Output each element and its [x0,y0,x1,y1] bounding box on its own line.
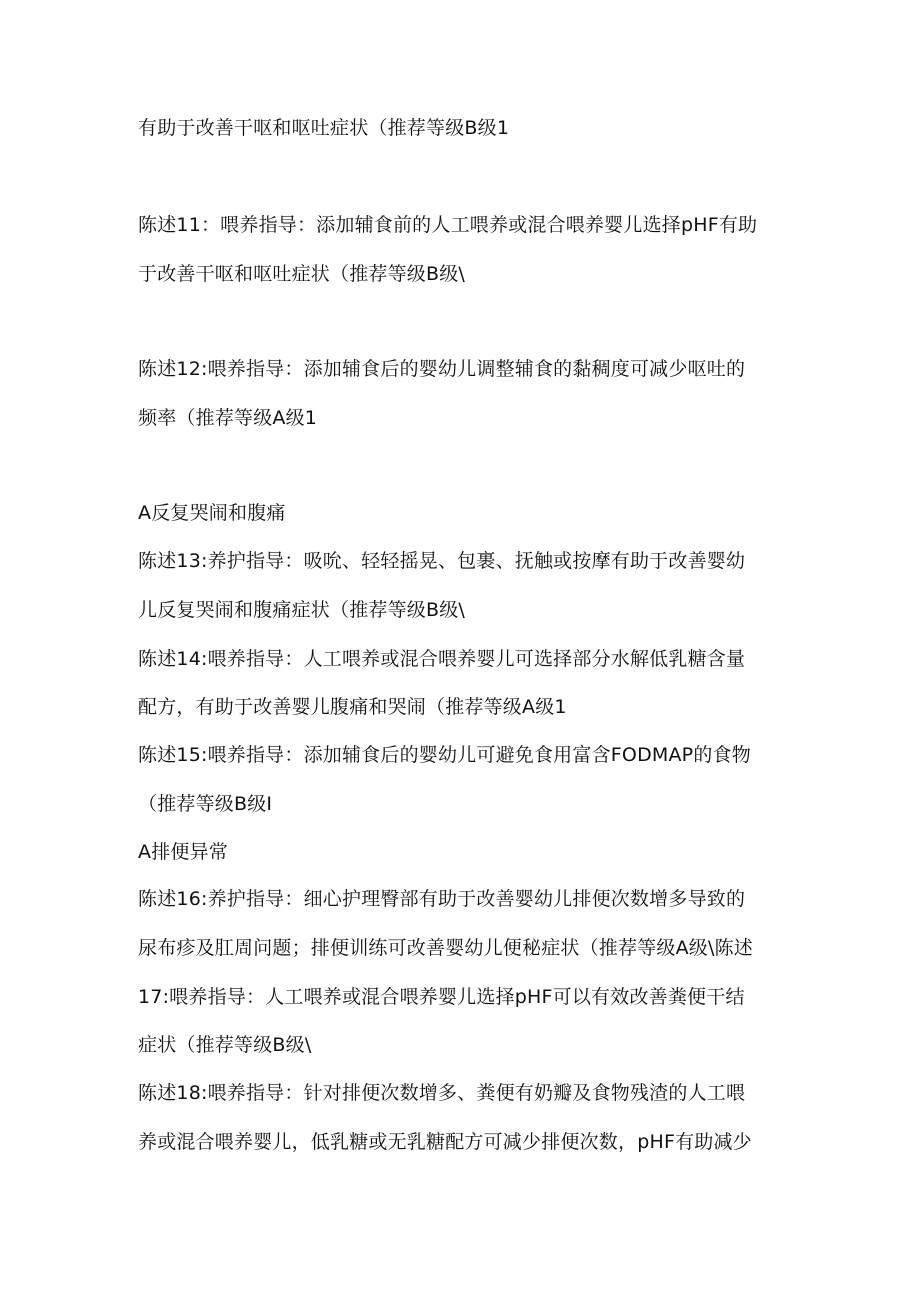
text-line: 配方，有助于改善婴儿腹痛和哭闹（推荐等级A级1 [138,696,567,718]
text-line: 尿布疹及肛周问题；排便训练可改善婴幼儿便秘症状（推荐等级A级\陈述 [138,937,754,959]
text-line: （推荐等级B级I [138,793,273,815]
text-line: 于改善干呕和呕吐症状（推荐等级B级\ [138,263,466,285]
text-line: 17:喂养指导：人工喂养或混合喂养婴儿选择pHF可以有效改善粪便干结 [138,986,745,1008]
text-line: 陈述14:喂养指导：人工喂养或混合喂养婴儿可选择部分水解低乳糖含量 [138,648,746,670]
text-line: 陈述15:喂养指导：添加辅食后的婴幼儿可避免食用富含FODMAP的食物 [138,744,751,766]
text-line: 症状（推荐等级B级\ [138,1034,312,1056]
text-line: 陈述18:喂养指导：针对排便次数增多、粪便有奶瓣及食物残渣的人工喂 [138,1082,746,1104]
text-line: 陈述12:喂养指导：添加辅食后的婴幼儿调整辅食的黏稠度可减少呕吐的 [138,358,746,380]
text-line: 陈述11：喂养指导：添加辅食前的人工喂养或混合喂养婴儿选择pHF有助 [138,214,758,236]
section-heading: A排便异常 [138,841,228,863]
text-line: 频率（推荐等级A级1 [138,407,318,429]
text-line: 儿反复哭闹和腹痛症状（推荐等级B级\ [138,599,466,621]
text-line: 陈述13:养护指导：吸吮、轻轻摇晃、包裹、抚触或按摩有助于改善婴幼 [138,550,746,572]
text-line: 有助于改善干呕和呕吐症状（推荐等级B级1 [138,117,510,139]
section-heading: A反复哭闹和腹痛 [138,502,286,524]
text-line: 养或混合喂养婴儿，低乳糖或无乳糖配方可减少排便次数，pHF有助减少 [138,1131,752,1153]
text-line: 陈述16:养护指导：细心护理臀部有助于改善婴幼儿排便次数增多导致的 [138,888,746,910]
